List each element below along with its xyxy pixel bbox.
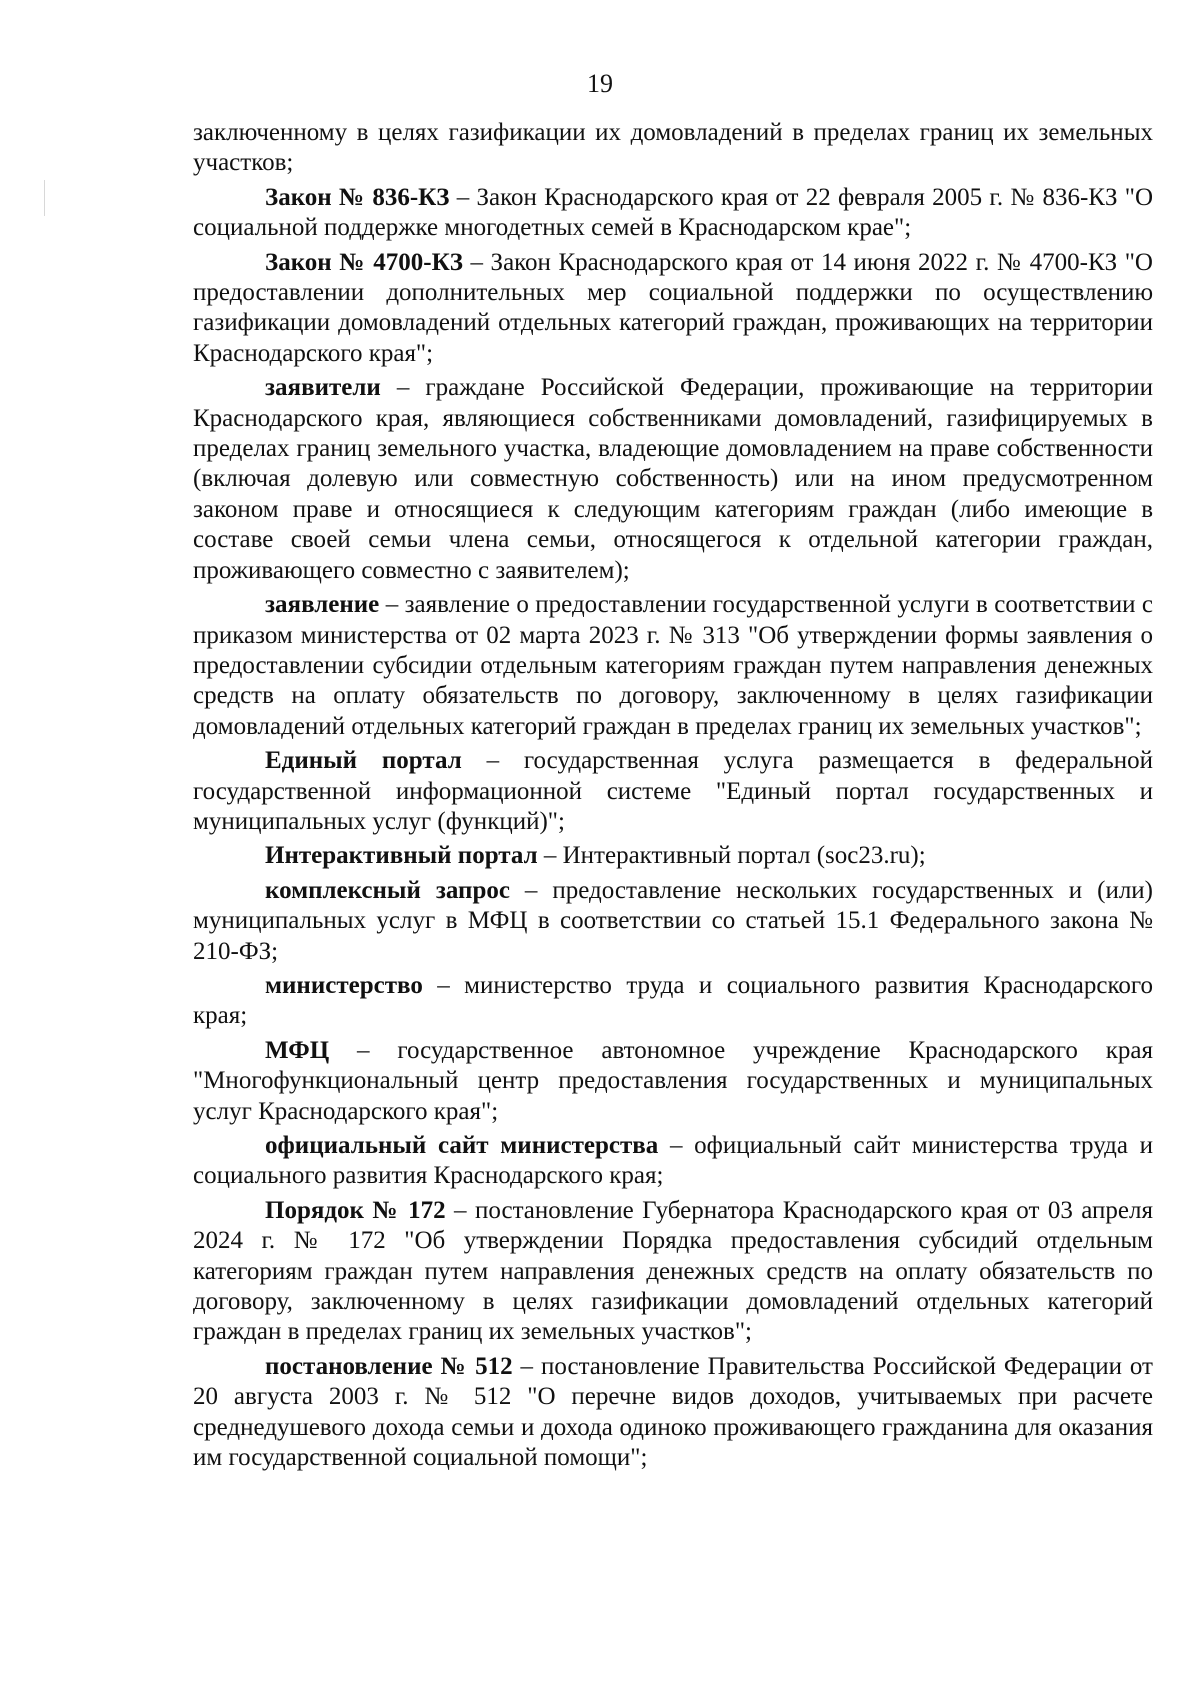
definition-edinyi-portal	[193, 746, 1153, 837]
definition-text: – предоставление нескольких государственных и (или) муниципальных услуг в МФЦ в соответствии со статьей 15.1 Федерального закона № 210-ФЗ;	[193, 876, 1154, 965]
definition-text: – официальный сайт министерства труда и социального развития Краснодарского края;	[193, 1132, 1154, 1190]
paragraph-continuation	[193, 118, 1153, 179]
scan-margin-mark	[44, 180, 45, 216]
definition-zayavlenie	[193, 590, 1153, 742]
definition-kompleksnyi-zapros	[193, 876, 1153, 967]
definition-interaktivnyi-portal	[193, 841, 1153, 871]
definition-term: Интерактивный портал	[265, 842, 538, 870]
definition-text: – государственное автономное учреждение Краснодарского края "Многофункциональный центр предоставления государственных и муниципальных услуг Краснодарского края";	[193, 1036, 1153, 1125]
definition-text: – Интерактивный портал (soc23.ru);	[537, 842, 926, 870]
definition-zakon-836	[193, 183, 1153, 244]
definition-term: официальный сайт министерства	[265, 1132, 659, 1159]
definition-ministerstvo	[193, 971, 1153, 1032]
definition-mfc	[193, 1036, 1153, 1127]
definition-text: – постановление Правительства Российской Федерации от 20 августа 2003 г. № 512 "О перечне видов доходов, учитываемых при расчете среднедушевого дохода семьи и дохода одиноко проживающего гражданина для оказания им государственной социальной помощи";	[193, 1352, 1153, 1472]
definition-text: – граждане Российской Федерации, проживающие на территории Краснодарского края, являющиеся собственниками домовладений, газифицируемых в пределах границ земельного участка, владеющие домовладением на праве собственности (включая долевую или совместную собственность) или на ином предусмотренном законом праве и относящиеся к следующим категориям граждан (либо имеющие в составе своей семьи члена семьи, относящегося к отдельной категории граждан, проживающего совместно с заявителем);	[193, 374, 1153, 584]
definition-term: комплексный запрос	[265, 876, 510, 904]
definition-term: министерство	[265, 971, 423, 999]
definition-term: заявители	[265, 374, 381, 402]
definition-text: – Закон Краснодарского края от 14 июня 2022 г. № 4700-КЗ "О предоставлении дополнительных мер социальной поддержки по осуществлению газификации домовладений отдельных категорий граждан, проживающих на территории Краснодарского края";	[193, 248, 1153, 367]
definition-term: заявление	[265, 591, 380, 619]
definition-term: постановление № 512	[265, 1352, 513, 1380]
definition-text: – государственная услуга размещается в федеральной государственной информационной системе "Единый портал государственных и муниципальных услуг (функций)";	[193, 747, 1153, 835]
definition-term: Единый портал	[265, 747, 462, 775]
definition-text: – министерство труда и социального развития Краснодарского края;	[193, 971, 1153, 1030]
definition-zakon-4700	[193, 248, 1153, 370]
definition-text: – постановление Губернатора Краснодарского края от 03 апреля 2024 г. № 172 "Об утверждении Порядка предоставления субсидий отдельным категориям граждан путем направления денежных средств на оплату обязательств по договору, заключенному в целях газификации домовладений отдельных категорий граждан в пределах границ их земельных участков";	[193, 1196, 1153, 1346]
definition-oficialnyi-sait	[193, 1131, 1153, 1192]
definition-poryadok-172	[193, 1196, 1153, 1348]
definition-term: Закон № 4700-КЗ	[265, 248, 463, 276]
definition-text: – Закон Краснодарского края от 22 февраля 2005 г. № 836-КЗ "О социальной поддержке многодетных семей в Краснодарском крае";	[193, 183, 1153, 242]
page-number: 19	[587, 69, 613, 98]
definition-term: МФЦ	[265, 1036, 330, 1064]
paragraph-text: заключенному в целях газификации их домовладений в пределах границ их земельных участков;	[193, 119, 1153, 177]
definition-text: – заявление о предоставлении государственной услуги в соответствии с приказом министерства от 02 марта 2023 г. № 313 "Об утверждении формы заявления о предоставлении субсидии отдельным категориям граждан путем направления денежных средств на оплату обязательств по договору, заключенному в целях газификации домовладений отдельных категорий граждан в пределах границ их земельных участков";	[193, 591, 1153, 740]
document-body	[193, 118, 1153, 1477]
definition-postanovlenie-512	[193, 1352, 1153, 1474]
definition-term: Закон № 836-КЗ	[265, 183, 450, 211]
definition-zayaviteli	[193, 373, 1153, 586]
definition-term: Порядок № 172	[265, 1196, 446, 1224]
